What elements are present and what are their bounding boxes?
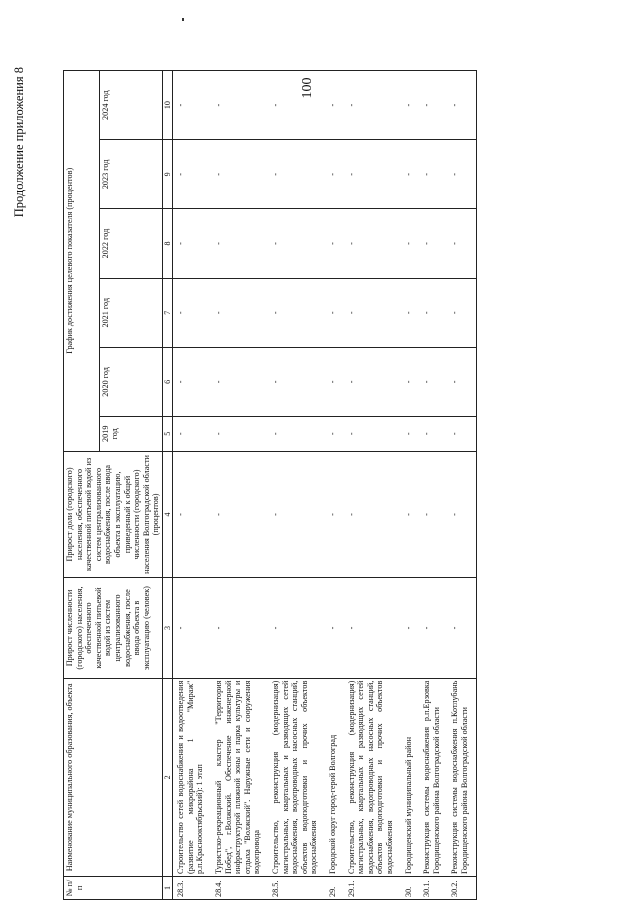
row-value: - (173, 71, 211, 140)
header-year: 2022 год (99, 209, 162, 278)
row-value: - (344, 416, 401, 451)
row-value: - (401, 140, 420, 209)
row-number: 30. (401, 876, 420, 899)
header-population: Прирост численности (городского) населения, обеспеченного качественной питьевой водой из систем централизованного водоснабжения, после ввода объекта в эксплуатацию (человек) (64, 578, 163, 678)
row-number: 30.1. (419, 876, 447, 899)
row-value: - (211, 451, 268, 578)
row-value: - (419, 209, 447, 278)
row-value: - (447, 416, 476, 451)
table-row (268, 71, 325, 900)
row-value: - (344, 278, 401, 347)
table-row (211, 71, 268, 900)
row-value: - (447, 209, 476, 278)
row-value: - (268, 347, 325, 416)
row-value: - (344, 140, 401, 209)
row-value: - (419, 451, 447, 578)
row-value: - (173, 209, 211, 278)
row-name: Строительство, реконструкция (модернизация) магистральных, квартальных и разводящих сетей водоснабжения, водопроводных насосных станций, объектов водоподготовки и прочих объектов водоснабжения (344, 678, 401, 876)
row-number: 28.4. (211, 876, 268, 899)
row-value: - (401, 71, 420, 140)
row-name: Реконструкция системы водоснабжения п.Котлубань Городищенского района Волгоградской области (447, 678, 476, 876)
row-value: - (447, 451, 476, 578)
data-table (63, 70, 477, 900)
row-value: - (173, 347, 211, 416)
row-value: - (344, 347, 401, 416)
row-value: - (419, 140, 447, 209)
row-value: - (344, 71, 401, 140)
row-value: - (447, 347, 476, 416)
row-value: - (419, 578, 447, 678)
row-name: Городищенский муниципальный район (401, 678, 420, 876)
row-value: - (268, 416, 325, 451)
row-number: 29. (325, 876, 344, 899)
row-value: - (344, 451, 401, 578)
row-value: - (401, 451, 420, 578)
row-value: - (447, 578, 476, 678)
row-value: - (211, 140, 268, 209)
row-value: - (325, 347, 344, 416)
header-year: 2023 год (99, 140, 162, 209)
header-year: 2021 год (99, 278, 162, 347)
row-value: - (211, 347, 268, 416)
row-value: - (325, 451, 344, 578)
row-value: - (325, 71, 344, 140)
row-value: - (401, 578, 420, 678)
table-row (325, 71, 344, 900)
table-row (401, 71, 420, 900)
row-value: - (211, 209, 268, 278)
row-value: - (325, 209, 344, 278)
row-value: - (211, 416, 268, 451)
row-value: - (419, 278, 447, 347)
row-number: 30.2. (447, 876, 476, 899)
row-value: - (344, 209, 401, 278)
row-number: 28.5. (268, 876, 325, 899)
row-value: - (401, 278, 420, 347)
column-number: 4 (162, 451, 172, 578)
column-number: 3 (162, 578, 172, 678)
header-num: № п/п (64, 876, 163, 899)
row-value: - (268, 451, 325, 578)
row-value: - (268, 71, 325, 140)
row-value: - (173, 578, 211, 678)
header-name: Наименование муниципального образования, объекта (64, 678, 163, 876)
column-number: 7 (162, 278, 172, 347)
row-value: - (268, 209, 325, 278)
page-number: 100 (300, 77, 315, 99)
header-year: 2020 год (99, 347, 162, 416)
row-value: - (268, 278, 325, 347)
row-name: Строительство сетей водоснабжения и водоотведения (развитие микрорайона 1 "Мираж" р.п.Краснооктябрьский): 1 этап (173, 678, 211, 876)
column-number: 6 (162, 347, 172, 416)
column-number: 8 (162, 209, 172, 278)
row-value: - (211, 578, 268, 678)
row-value: - (325, 278, 344, 347)
row-value: - (325, 140, 344, 209)
row-value: - (344, 578, 401, 678)
row-value: - (173, 140, 211, 209)
row-value: - (419, 347, 447, 416)
table-body (173, 71, 476, 900)
row-value: - (211, 71, 268, 140)
table-row (447, 71, 476, 900)
row-value: - (447, 140, 476, 209)
column-number: 5 (162, 416, 172, 451)
row-value: - (447, 71, 476, 140)
row-value: - (401, 347, 420, 416)
row-value: - (447, 278, 476, 347)
row-value: - (401, 416, 420, 451)
row-value: - (419, 71, 447, 140)
row-name: Городской округ город-герой Волгоград (325, 678, 344, 876)
row-name: Строительство, реконструкция (модернизация) магистральных, квартальных и разводящих сетей водоснабжения, водопроводных насосных станций, объектов водоподготовки и прочих объектов водоснабжения (268, 678, 325, 876)
row-name: Реконструкция системы водоснабжения р.п.Ерзовка Городищенского района Волгоградской области (419, 678, 447, 876)
row-value: - (173, 451, 211, 578)
row-value: - (173, 416, 211, 451)
row-value: - (419, 416, 447, 451)
row-value: - (173, 278, 211, 347)
header-year: 2024 год (99, 71, 162, 140)
column-number-row (162, 71, 172, 900)
column-number: 2 (162, 678, 172, 876)
table-row (173, 71, 211, 900)
row-value: - (325, 578, 344, 678)
row-value: - (268, 140, 325, 209)
table-row (344, 71, 401, 900)
table-row (419, 71, 447, 900)
header-share: Прирост доли (городского) населения, обеспеченного качественной питьевой водой из систем централизованного водоснабжения, после ввода объекта в эксплуатацию, приведенный к общей численности (городского) населения Волгоградской области (процентов) (64, 451, 163, 578)
row-value: - (211, 278, 268, 347)
row-value: - (325, 416, 344, 451)
column-number: 1 (162, 876, 172, 899)
header-year: 2019 год (99, 416, 162, 451)
row-value: - (268, 578, 325, 678)
row-name: Туристско-рекреационный кластер "Территория Побед", г.Волжский. Обеспечение инженерной инфраструктурой пляжной зоны и парка культуры и отдыха "Волжский". Наружные сети и сооружения водопровода (211, 678, 268, 876)
row-value: - (401, 209, 420, 278)
column-number: 10 (162, 71, 172, 140)
row-number: 29.1. (344, 876, 401, 899)
header-schedule: График достижения целевого показателя (процентов) (64, 71, 100, 452)
column-number: 9 (162, 140, 172, 209)
row-number: 28.3. (173, 876, 211, 899)
appendix-label: Продолжение приложения 8 (12, 67, 26, 218)
